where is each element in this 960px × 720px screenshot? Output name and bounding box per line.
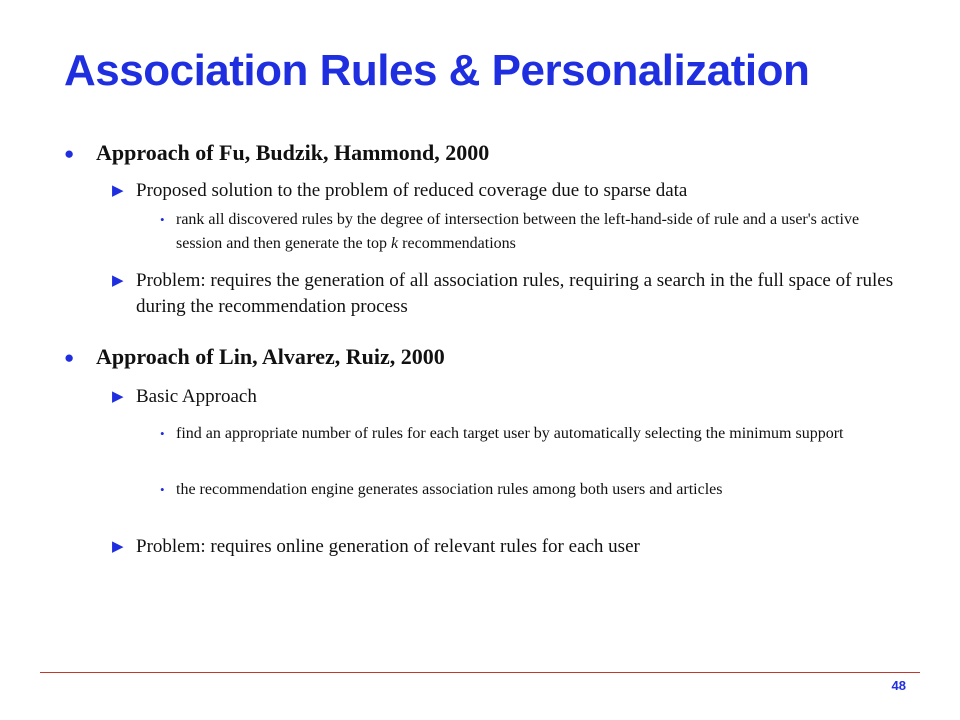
bullet-dot-icon: • [160, 426, 165, 441]
bullet-circle-icon: ● [64, 144, 75, 163]
footer-divider [40, 672, 920, 673]
bullet-dot-icon: • [160, 212, 165, 227]
sub-list-item-text: find an appropriate number of rules for each target user by automatically selecting the minimum support [176, 425, 844, 442]
slide-title: Association Rules & Personalization [64, 46, 810, 95]
bullet-triangle-icon: ▶ [112, 183, 124, 199]
list-item-text: Proposed solution to the problem of reduced coverage due to sparse data [136, 180, 688, 201]
list-item-text: Problem: requires online generation of relevant rules for each user [136, 536, 640, 557]
bullet-circle-icon: ● [64, 348, 75, 367]
bullet-dot-icon: • [160, 482, 165, 497]
bullet-triangle-icon: ▶ [112, 273, 124, 289]
page-number: 48 [891, 678, 906, 693]
sub-list-item-text: the recommendation engine generates association rules among both users and articles [176, 481, 723, 498]
sub-list-item-text: rank all discovered rules by the degree of intersection between the left-hand-side of rule and a user's active session and then generate the top k recommendations [176, 211, 860, 252]
section-heading-text: Approach of Lin, Alvarez, Ruiz, 2000 [96, 344, 445, 369]
bullet-triangle-icon: ▶ [112, 539, 124, 555]
section-heading-text: Approach of Fu, Budzik, Hammond, 2000 [96, 140, 490, 165]
bullet-triangle-icon: ▶ [112, 389, 124, 405]
list-item-text: Problem: requires the generation of all association rules, requiring a search in the full space of rules during the recommendation process [136, 270, 894, 317]
list-item-text: Basic Approach [136, 386, 257, 407]
